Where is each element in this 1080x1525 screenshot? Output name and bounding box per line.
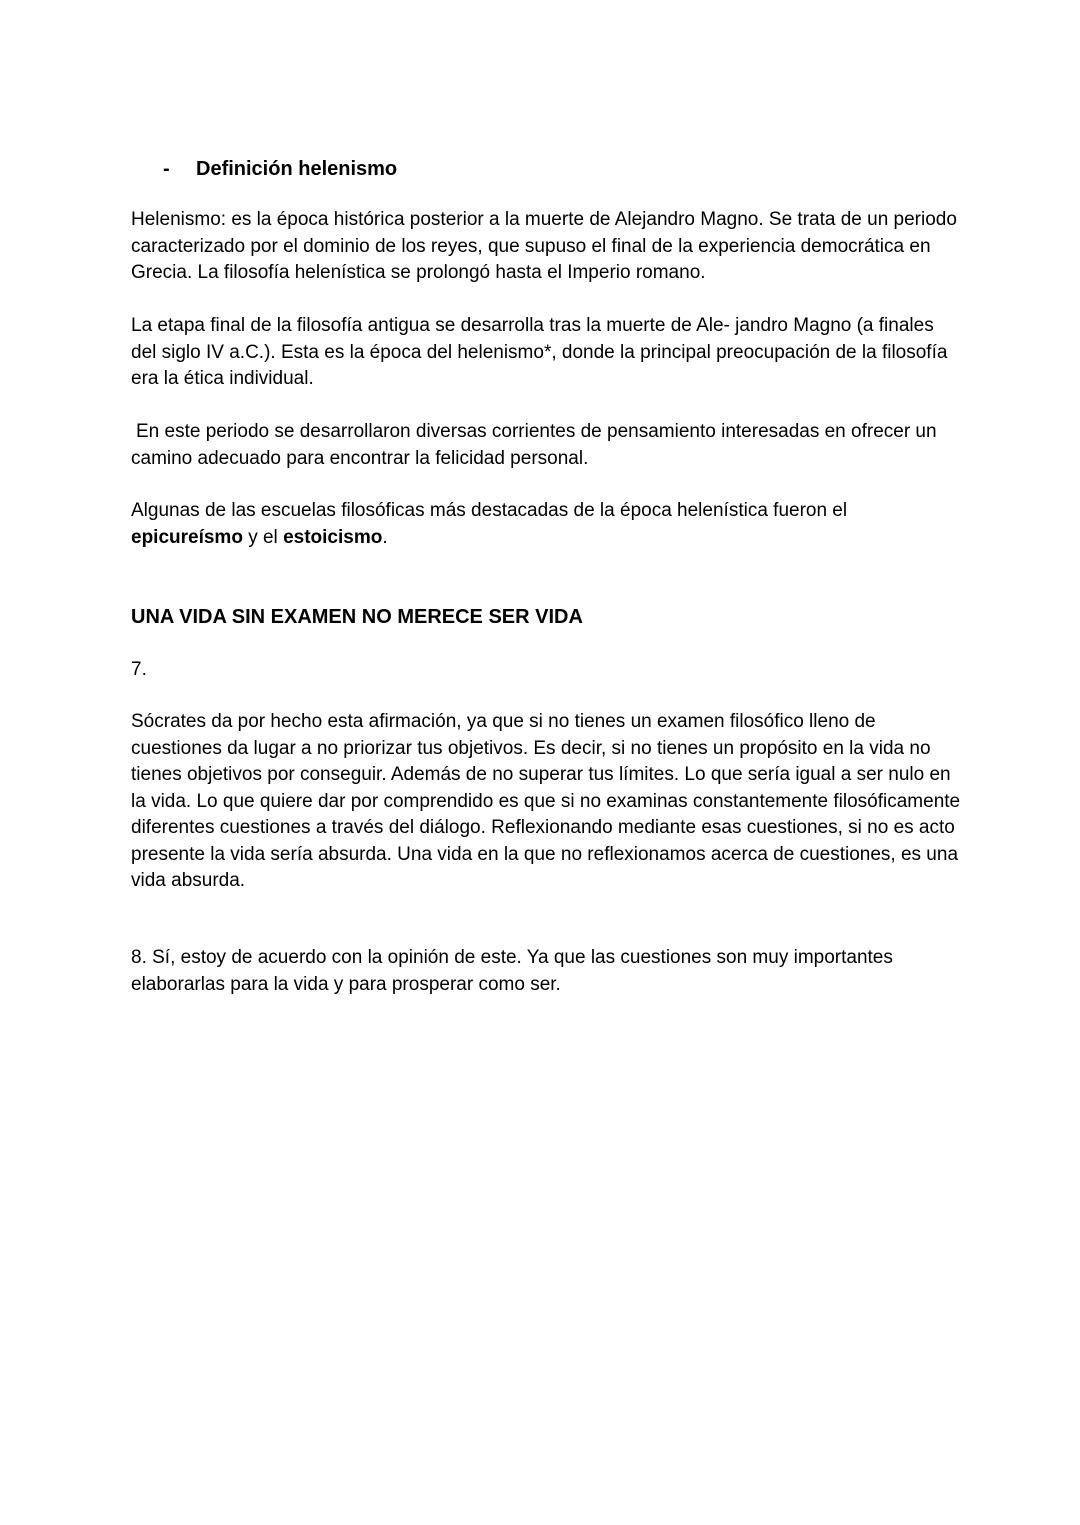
definition-heading xyxy=(163,156,397,182)
question-7-answer: Sócrates da por hecho esta afirmación, ya que si no tienes un examen filosófico lleno de cuestiones da lugar a no priorizar tus objetivos. Es decir, si no tienes un propósito en la vida no tienes objetivos por conseguir. Además de no superar tus límites. Lo que sería igual a ser nulo en la vida. Lo que quiere dar por comprendido es que si no examinas constantemente filosóficamente diferentes cuestiones a través del diálogo. Reflexionando mediante esas cuestiones, si no es acto presente la vida sería absurda. Una vida en la que no reflexionamos acerca de cuestiones, es una vida absurda. xyxy=(131,711,961,891)
question-7-number: 7. xyxy=(131,659,147,680)
schools-text-after: . xyxy=(382,526,388,548)
schools-text-middle: y el xyxy=(242,526,284,548)
schools-text-before: Algunas de las escuelas filosóficas más destacadas de la época helenística fueron el xyxy=(131,500,848,521)
paragraph-currents: En este periodo se desarrollaron diversas corrientes de pensamiento interesadas en ofrecer un camino adecuado para encontrar la felicidad personal. xyxy=(131,421,937,469)
bullet-dash: - xyxy=(163,158,170,180)
schools-epicureism: epicureísmo xyxy=(131,526,243,548)
schools-stoicism: estoicismo xyxy=(283,526,383,548)
paragraph-final-stage: La etapa final de la filosofía antigua se desarrolla tras la muerte de Ale- jandro Magno (a finales del siglo IV a.C.). Esta es la época del helenismo*, donde la principal preocupación de la filosofía era la ética individual. xyxy=(131,315,948,389)
paragraph-helenismo-definition: Helenismo: es la época histórica posterior a la muerte de Alejandro Magno. Se trata de un periodo caracterizado por el dominio de los reyes, que supuso el final de la experiencia democrática en Grecia. La filosofía helenística se prolongó hasta el Imperio romano. xyxy=(131,209,957,283)
section-title: UNA VIDA SIN EXAMEN NO MERECE SER VIDA xyxy=(131,606,583,628)
paragraph-schools xyxy=(131,498,961,551)
question-8-answer: 8. Sí, estoy de acuerdo con la opinión de este. Ya que las cuestiones son muy importantes elaborarlas para la vida y para prosperar como ser. xyxy=(131,947,893,995)
definition-heading-text: Definición helenismo xyxy=(196,158,398,180)
